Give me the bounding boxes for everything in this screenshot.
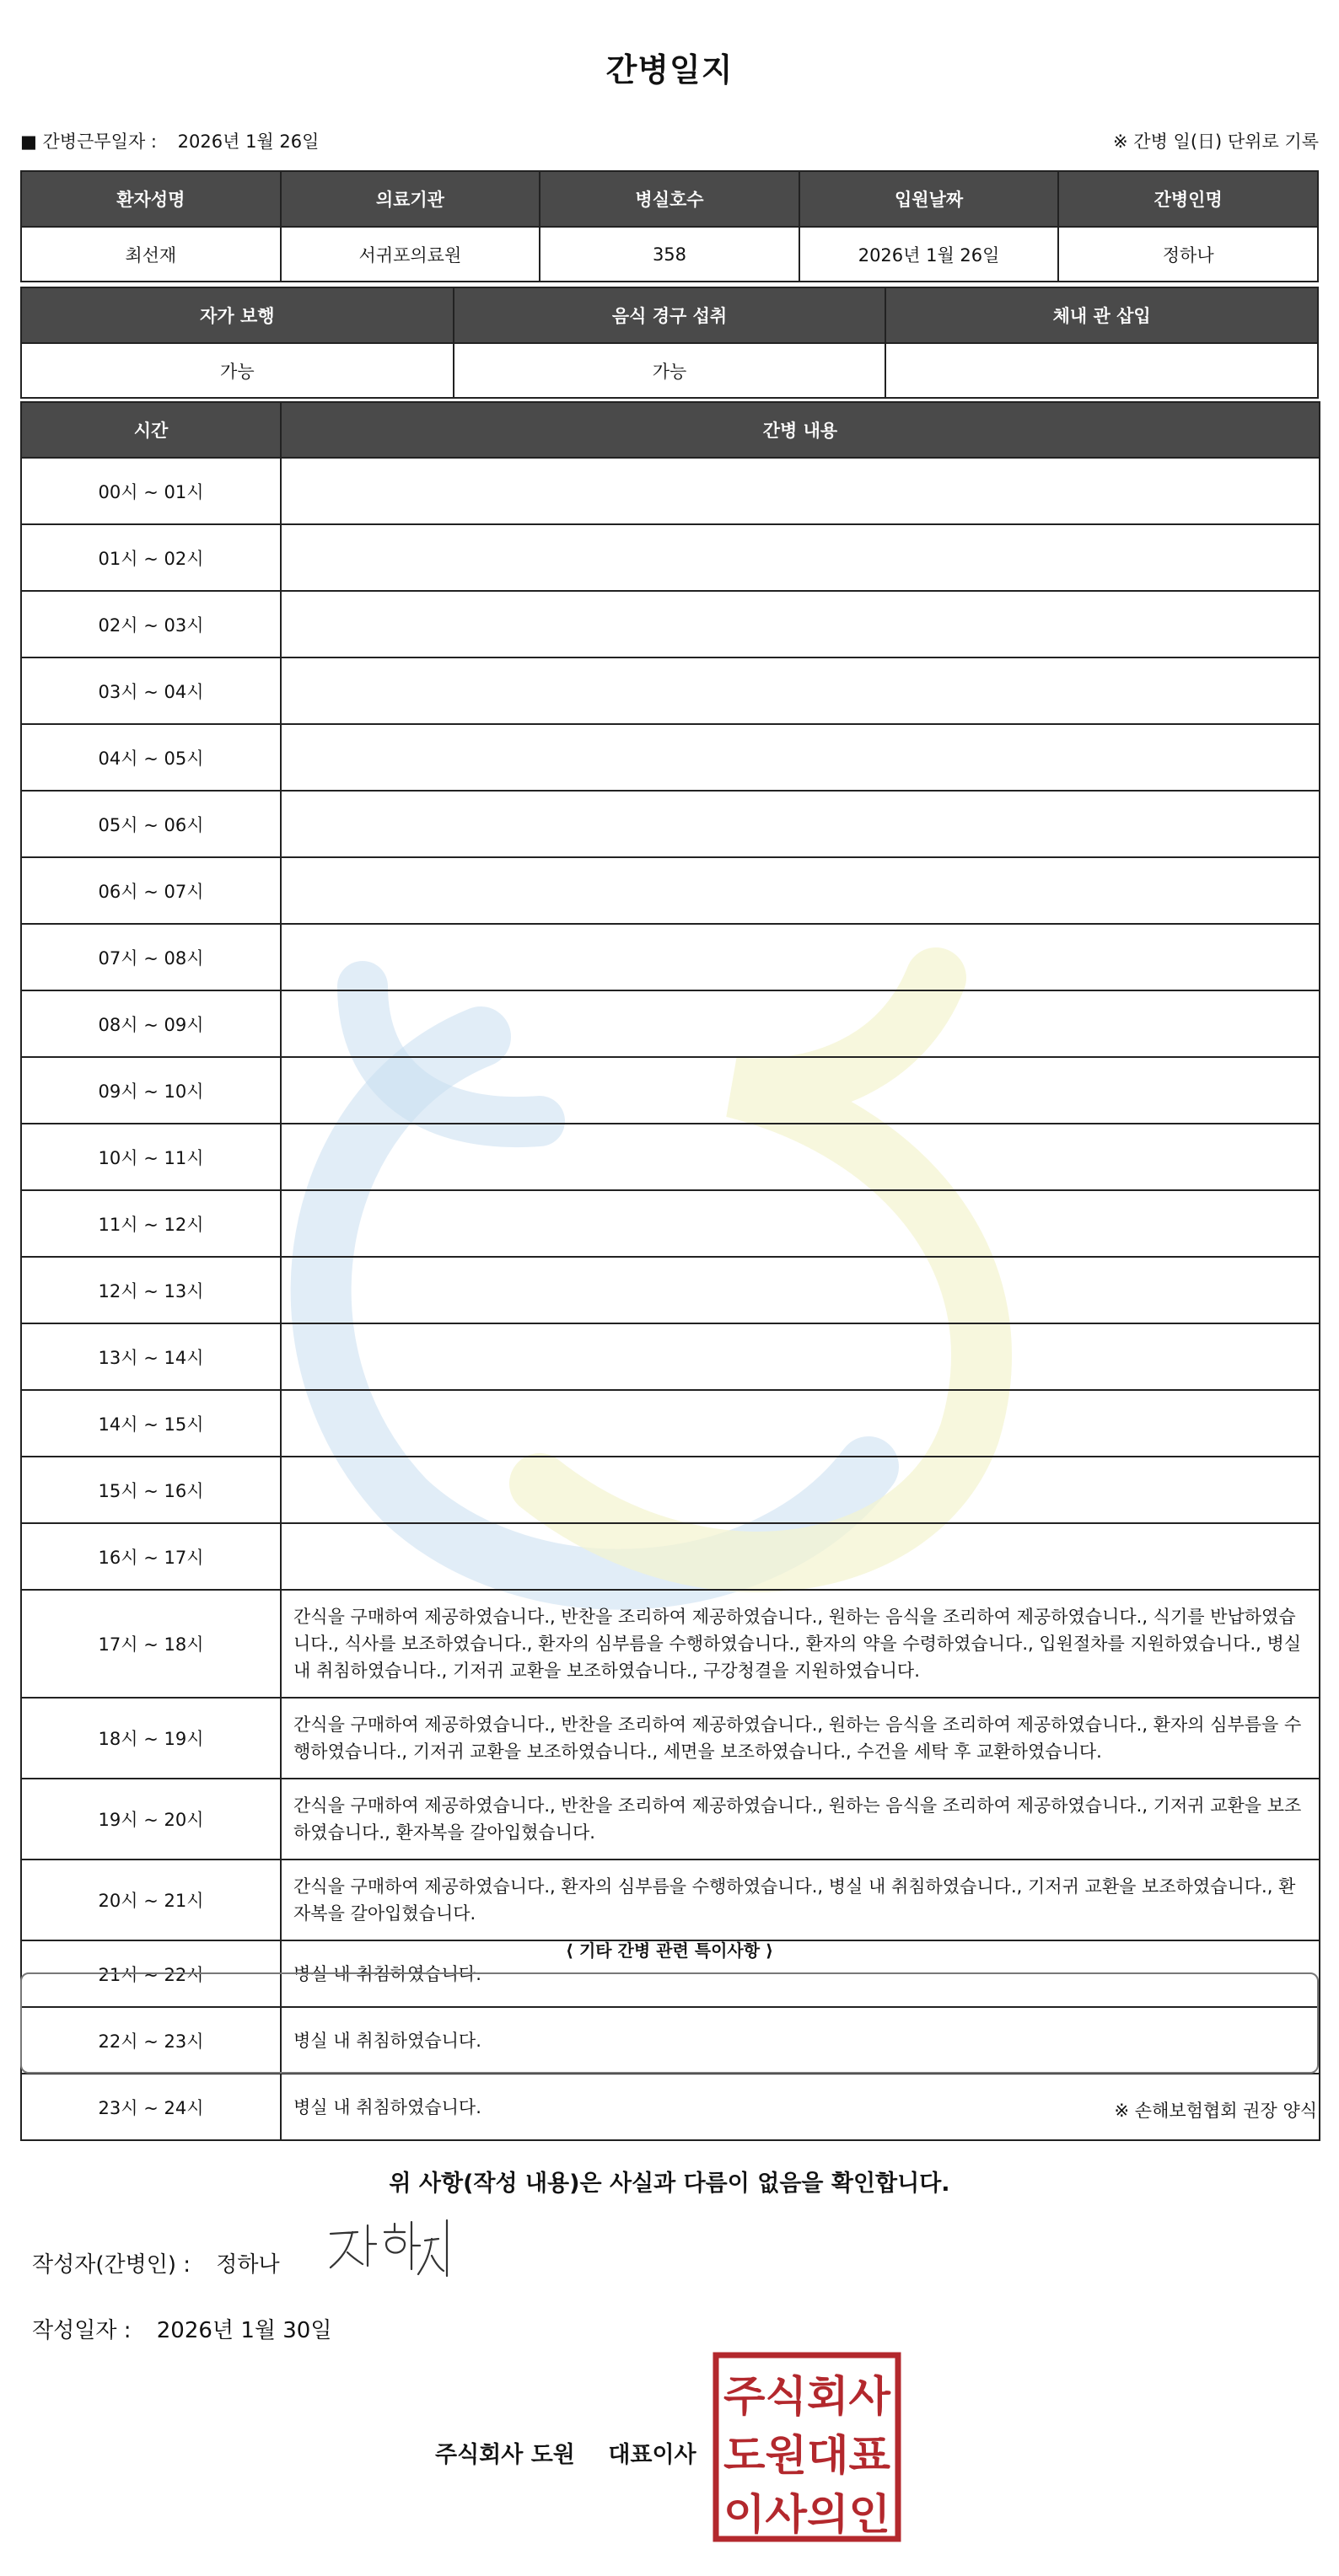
table-row xyxy=(21,1190,1320,1257)
special-notes-box[interactable] xyxy=(20,1972,1319,2074)
care-content-cell xyxy=(281,458,1320,524)
writer-label: 작성자(간병인) : xyxy=(32,2252,191,2278)
special-notes-title: ⟨ 기타 간병 관련 특이사항 ⟩ xyxy=(565,1940,774,1961)
write-date-row xyxy=(32,2313,331,2344)
room-number-cell: 358 xyxy=(540,227,799,282)
care-content-cell: 병실 내 취침하였습니다. xyxy=(281,2074,1320,2140)
time-cell: 04시 ~ 05시 xyxy=(21,724,281,791)
table-row xyxy=(21,1779,1320,1860)
time-cell: 18시 ~ 19시 xyxy=(21,1698,281,1779)
representative-title: 대표이사 xyxy=(608,2442,696,2468)
care-content-cell: 간식을 구매하여 제공하였습니다., 반찬을 조리하여 제공하였습니다., 원하는 음식을 조리하여 제공하였습니다., 식기를 반납하였습니다., 식사를 보조하였습니다., 환자의 심부름을 수행하였습니다., 환자의 약을 수령하였습니다., 입원절차를 지원하였습니다., 병실 내 취침하였습니다., 기저귀 교환을 보조하였습니다., 구강청결을 지원하였습니다. xyxy=(281,1590,1320,1698)
care-content-cell xyxy=(281,990,1320,1057)
handwritten-signature xyxy=(324,2215,450,2283)
form-source-note: ※ 손해보험협회 권장 양식 xyxy=(1114,2101,1317,2121)
time-cell: 16시 ~ 17시 xyxy=(21,1523,281,1590)
svg-text:도원대표: 도원대표 xyxy=(723,2431,891,2480)
time-cell: 15시 ~ 16시 xyxy=(21,1457,281,1523)
care-content-cell xyxy=(281,1190,1320,1257)
hourly-care-log-table xyxy=(20,401,1320,2141)
header-oral-intake: 음식 경구 섭취 xyxy=(454,287,886,343)
work-date-row xyxy=(20,128,319,153)
care-content-cell: 간식을 구매하여 제공하였습니다., 반찬을 조리하여 제공하였습니다., 원하는 음식을 조리하여 제공하였습니다., 환자의 심부름을 수행하였습니다., 기저귀 교환을 보조하였습니다., 세면을 보조하였습니다., 수건을 세탁 후 교환하였습니다. xyxy=(281,1698,1320,1779)
care-content-cell xyxy=(281,1523,1320,1590)
tube-insertion-cell xyxy=(885,343,1318,398)
header-room-number: 병실호수 xyxy=(540,171,799,227)
time-cell: 23시 ~ 24시 xyxy=(21,2074,281,2140)
care-content-cell: 병실 내 취침하였습니다. xyxy=(281,2007,1320,2074)
patient-status-table xyxy=(20,287,1319,399)
table-row xyxy=(21,1698,1320,1779)
caregiver-name-cell: 정하나 xyxy=(1058,227,1318,282)
patient-header-row xyxy=(21,171,1318,227)
table-row xyxy=(21,1257,1320,1323)
care-content-cell xyxy=(281,724,1320,791)
time-cell: 19시 ~ 20시 xyxy=(21,1779,281,1860)
time-cell: 11시 ~ 12시 xyxy=(21,1190,281,1257)
write-date-label: 작성일자 : xyxy=(32,2318,132,2343)
write-date-value: 2026년 1월 30일 xyxy=(156,2318,332,2343)
header-patient-name: 환자성명 xyxy=(21,171,281,227)
header-hospital: 의료기관 xyxy=(281,171,540,227)
writer-name: 정하나 xyxy=(216,2252,280,2278)
status-value-row xyxy=(21,343,1318,398)
self-walking-cell: 가능 xyxy=(21,343,454,398)
header-care-content: 간병 내용 xyxy=(281,402,1320,458)
care-content-cell xyxy=(281,1323,1320,1390)
table-row xyxy=(21,1323,1320,1390)
patient-info-table xyxy=(20,170,1319,282)
table-row xyxy=(21,1860,1320,1940)
oral-intake-cell: 가능 xyxy=(454,343,886,398)
care-content-cell xyxy=(281,1124,1320,1190)
care-content-cell xyxy=(281,924,1320,990)
time-cell: 10시 ~ 11시 xyxy=(21,1124,281,1190)
header-time: 시간 xyxy=(21,402,281,458)
header-admission-date: 입원날짜 xyxy=(799,171,1059,227)
care-content-cell: 병실 내 취침하였습니다. xyxy=(281,1940,1320,2007)
work-date-label: ■ 간병근무일자 : xyxy=(20,131,157,152)
document-title: 간병일지 xyxy=(605,51,734,89)
time-cell: 01시 ~ 02시 xyxy=(21,524,281,591)
time-cell: 21시 ~ 22시 xyxy=(21,1940,281,2007)
svg-text:이사의인: 이사의인 xyxy=(723,2490,890,2539)
table-row xyxy=(21,1057,1320,1124)
care-content-cell: 간식을 구매하여 제공하였습니다., 환자의 심부름을 수행하였습니다., 병실 내 취침하였습니다., 기저귀 교환을 보조하였습니다., 환자복을 갈아입혔습니다. xyxy=(281,1860,1320,1940)
care-content-cell xyxy=(281,857,1320,924)
time-cell: 09시 ~ 10시 xyxy=(21,1057,281,1124)
table-row xyxy=(21,990,1320,1057)
table-row xyxy=(21,791,1320,857)
table-row xyxy=(21,1590,1320,1698)
writer-row xyxy=(32,2247,280,2278)
care-content-cell xyxy=(281,657,1320,724)
admission-date-cell: 2026년 1월 26일 xyxy=(799,227,1059,282)
time-cell: 20시 ~ 21시 xyxy=(21,1860,281,1940)
log-header-row xyxy=(21,402,1320,458)
table-row xyxy=(21,724,1320,791)
time-cell: 08시 ~ 09시 xyxy=(21,990,281,1057)
time-cell: 05시 ~ 06시 xyxy=(21,791,281,857)
time-cell: 13시 ~ 14시 xyxy=(21,1323,281,1390)
patient-value-row xyxy=(21,227,1318,282)
time-cell: 02시 ~ 03시 xyxy=(21,591,281,657)
care-content-cell xyxy=(281,524,1320,591)
table-row xyxy=(21,1457,1320,1523)
company-name: 주식회사 도원 xyxy=(435,2442,575,2468)
company-signature-line xyxy=(435,2436,696,2469)
unit-note: ※ 간병 일(日) 단위로 기록 xyxy=(1113,131,1319,152)
table-row xyxy=(21,657,1320,724)
confirmation-statement: 위 사항(작성 내용)은 사실과 다름이 없음을 확인합니다. xyxy=(389,2171,950,2197)
care-content-cell xyxy=(281,1457,1320,1523)
header-self-walking: 자가 보행 xyxy=(21,287,454,343)
care-content-cell: 간식을 구매하여 제공하였습니다., 반찬을 조리하여 제공하였습니다., 원하는 음식을 조리하여 제공하였습니다., 기저귀 교환을 보조하였습니다., 환자복을 갈아입혔습니다. xyxy=(281,1779,1320,1860)
company-seal-stamp xyxy=(713,2352,901,2542)
time-cell: 22시 ~ 23시 xyxy=(21,2007,281,2074)
table-row xyxy=(21,1124,1320,1190)
table-row xyxy=(21,1390,1320,1457)
table-row xyxy=(21,591,1320,657)
patient-name-cell: 최선재 xyxy=(21,227,281,282)
time-cell: 03시 ~ 04시 xyxy=(21,657,281,724)
care-content-cell xyxy=(281,791,1320,857)
status-header-row xyxy=(21,287,1318,343)
table-row xyxy=(21,1523,1320,1590)
time-cell: 12시 ~ 13시 xyxy=(21,1257,281,1323)
hospital-cell: 서귀포의료원 xyxy=(281,227,540,282)
care-content-cell xyxy=(281,1390,1320,1457)
table-row xyxy=(21,458,1320,524)
care-content-cell xyxy=(281,1257,1320,1323)
time-cell: 07시 ~ 08시 xyxy=(21,924,281,990)
header-caregiver-name: 간병인명 xyxy=(1058,171,1318,227)
work-date-value: 2026년 1월 26일 xyxy=(177,131,320,152)
table-row xyxy=(21,524,1320,591)
table-row xyxy=(21,857,1320,924)
care-content-cell xyxy=(281,1057,1320,1124)
care-content-cell xyxy=(281,591,1320,657)
time-cell: 06시 ~ 07시 xyxy=(21,857,281,924)
time-cell: 17시 ~ 18시 xyxy=(21,1590,281,1698)
svg-text:주식회사: 주식회사 xyxy=(723,2372,891,2421)
header-tube-insertion: 체내 관 삽입 xyxy=(885,287,1318,343)
time-cell: 00시 ~ 01시 xyxy=(21,458,281,524)
time-cell: 14시 ~ 15시 xyxy=(21,1390,281,1457)
table-row xyxy=(21,924,1320,990)
